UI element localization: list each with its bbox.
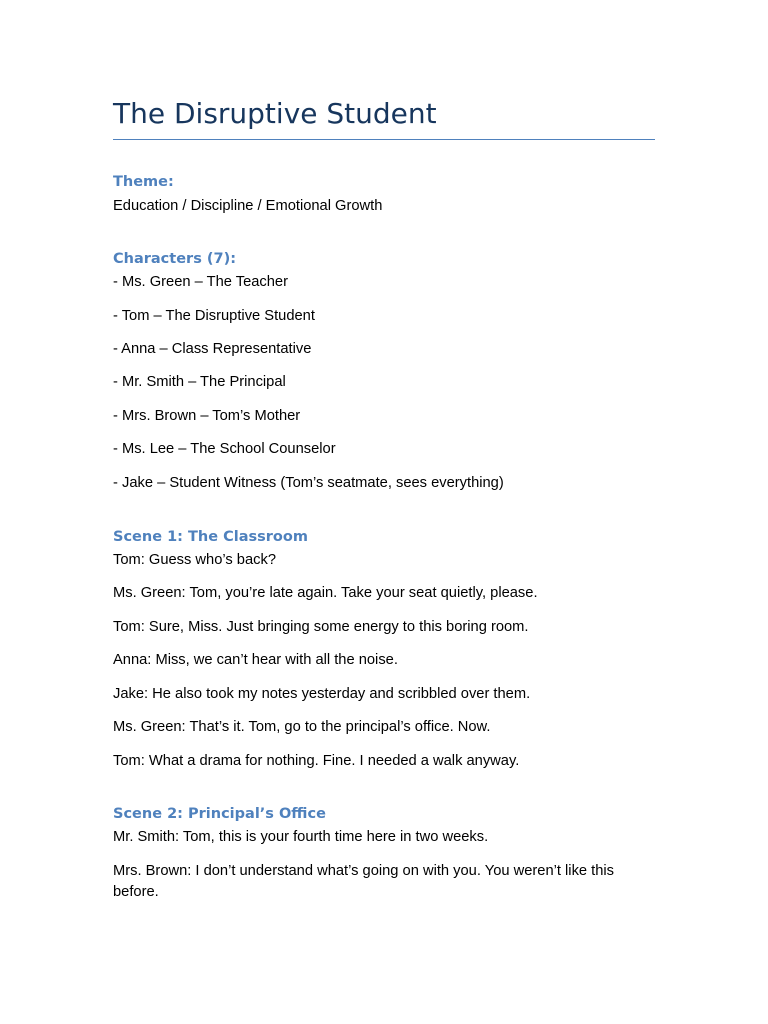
dialogue-line: Tom: Guess who’s back?	[113, 552, 276, 568]
character-item: - Tom – The Disruptive Student	[113, 308, 315, 324]
character-item: - Anna – Class Representative	[113, 341, 312, 357]
dialogue-line: Mrs. Brown: I don’t understand what’s going on with you. You weren’t like this before.	[113, 863, 615, 900]
character-item: - Ms. Lee – The School Counselor	[113, 441, 336, 457]
scene2-heading: Scene 2: Principal’s Office	[113, 806, 326, 822]
characters-heading: Characters (7):	[113, 251, 237, 267]
character-item: - Ms. Green – The Teacher	[113, 274, 288, 290]
title-underline-rule	[113, 139, 655, 140]
character-item: - Mrs. Brown – Tom’s Mother	[113, 408, 301, 424]
character-item: - Mr. Smith – The Principal	[113, 374, 286, 390]
character-item: - Jake – Student Witness (Tom’s seatmate, sees everything)	[113, 475, 504, 491]
document-title: The Disruptive Student	[113, 97, 437, 130]
dialogue-line: Ms. Green: Tom, you’re late again. Take your seat quietly, please.	[113, 585, 538, 601]
dialogue-line: Mr. Smith: Tom, this is your fourth time here in two weeks.	[113, 829, 489, 845]
dialogue-line: Ms. Green: That’s it. Tom, go to the principal’s office. Now.	[113, 719, 491, 735]
scene1-heading: Scene 1: The Classroom	[113, 529, 308, 545]
dialogue-line: Anna: Miss, we can’t hear with all the noise.	[113, 652, 398, 668]
dialogue-line: Tom: Sure, Miss. Just bringing some energy to this boring room.	[113, 619, 529, 635]
dialogue-line: Tom: What a drama for nothing. Fine. I needed a walk anyway.	[113, 753, 520, 769]
theme-text: Education / Discipline / Emotional Growth	[113, 198, 383, 214]
theme-heading: Theme:	[113, 174, 174, 190]
dialogue-line: Jake: He also took my notes yesterday and scribbled over them.	[113, 686, 531, 702]
